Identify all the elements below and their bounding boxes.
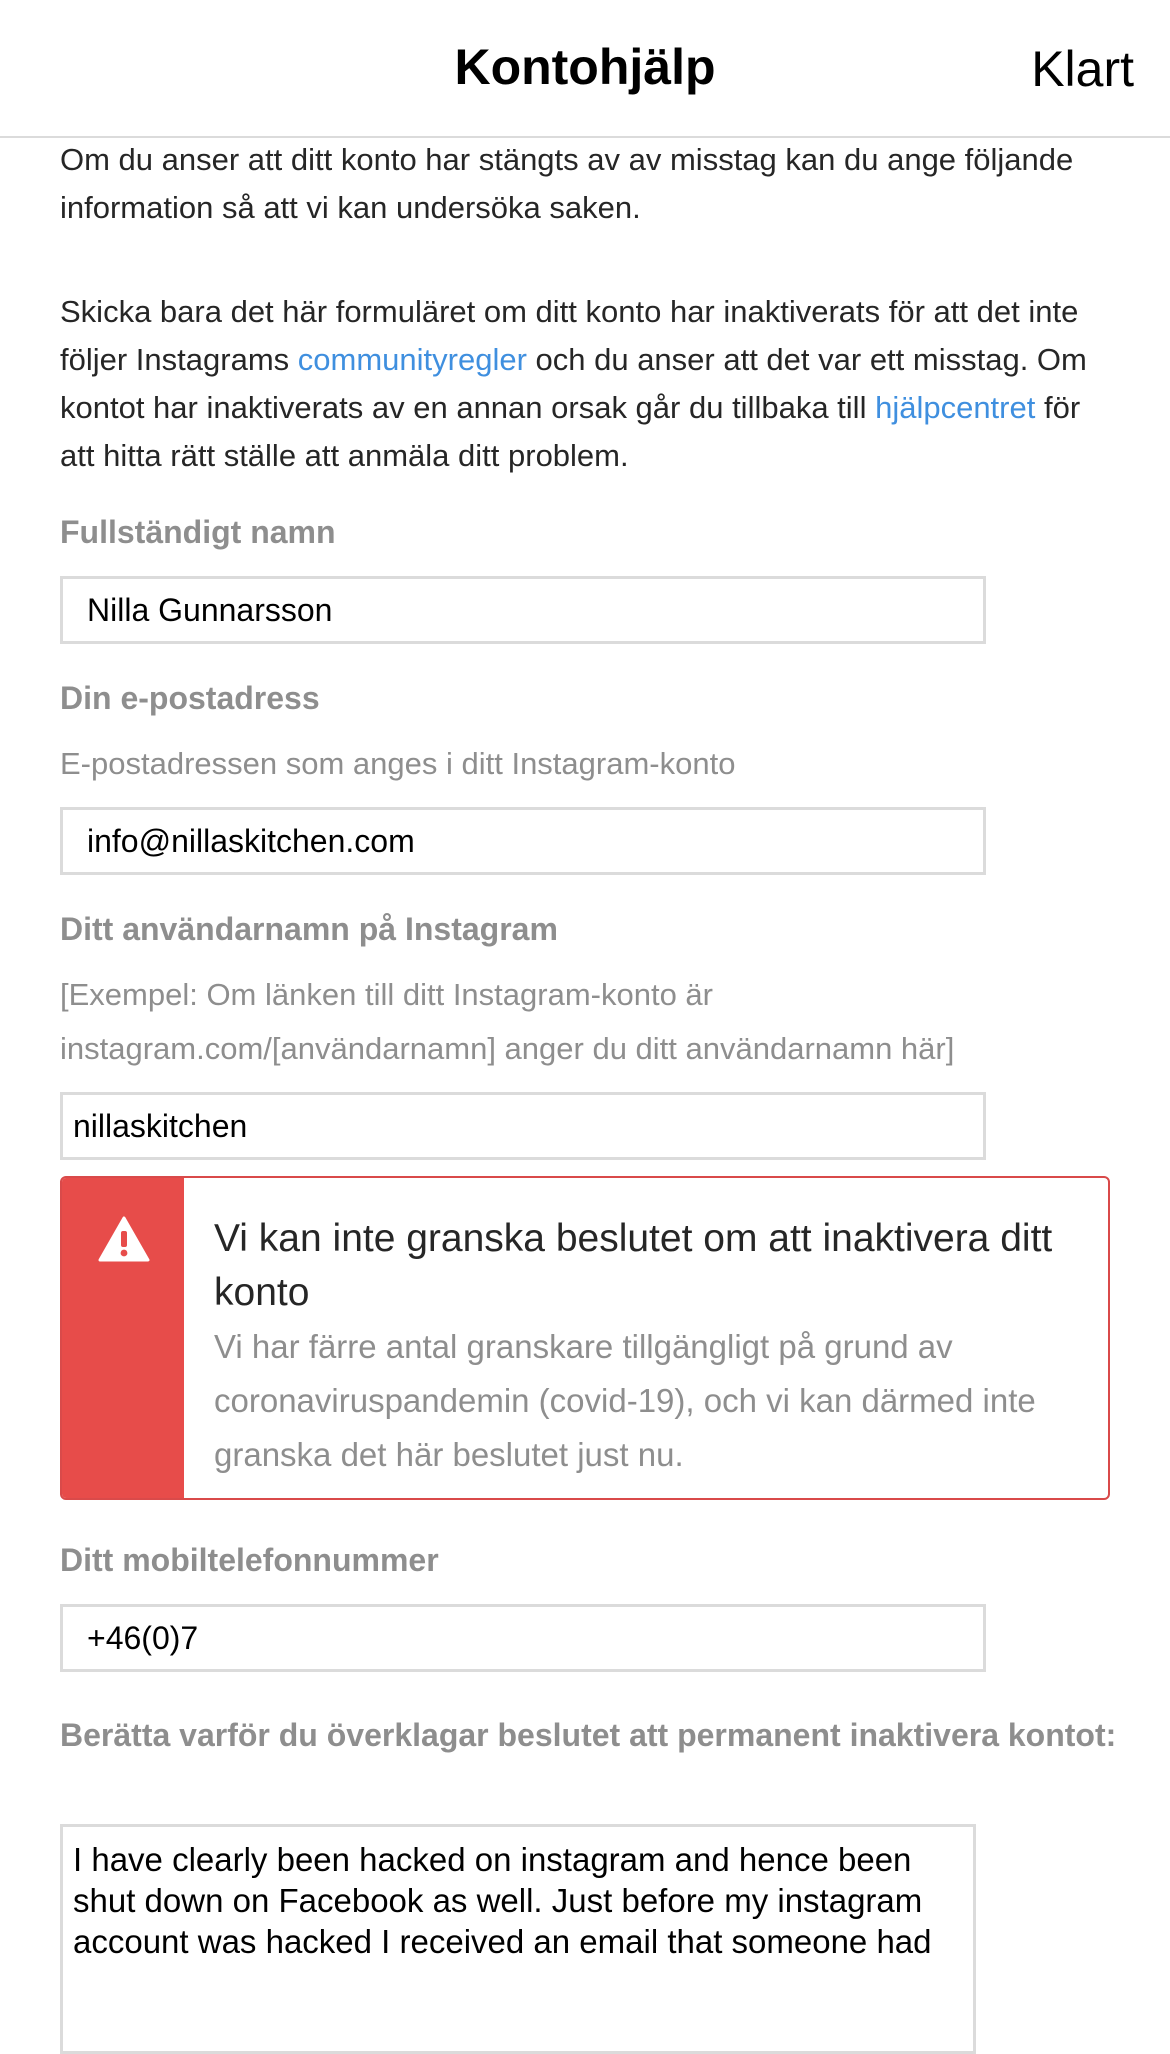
instructions-text-1: Skicka bara det här formuläret om ditt konto har inaktiverats för att det inte följer Instagrams	[60, 294, 1079, 377]
warning-icon	[98, 1216, 150, 1262]
community-guidelines-link[interactable]: communityregler	[297, 342, 527, 377]
email-label: Din e-postadress	[60, 680, 320, 716]
full-name-input[interactable]	[60, 576, 986, 644]
instructions-text-3: för att hitta rätt ställe att anmäla ditt problem.	[60, 390, 1081, 473]
alert-title: Vi kan inte granska beslutet om att inaktivera ditt konto	[214, 1217, 1053, 1314]
page-title: Kontohjälp	[454, 39, 716, 95]
username-input[interactable]	[60, 1092, 986, 1160]
full-name-label: Fullständigt namn	[60, 514, 336, 550]
reason-label: Berätta varför du överklagar beslutet att permanent inaktivera kontot:	[60, 1717, 1117, 1753]
nav-header	[0, 0, 1170, 138]
alert-text: Vi har färre antal granskare tillgängligt på grund av coronaviruspandemin (covid-19), och vi kan därmed inte granska det här beslutet just nu.	[214, 1328, 1036, 1473]
phone-label: Ditt mobiltelefonnummer	[60, 1542, 439, 1578]
review-unavailable-alert	[60, 1176, 1110, 1500]
username-label: Ditt användarnamn på Instagram	[60, 911, 558, 947]
email-hint: E-postadressen som anges i ditt Instagram-konto	[60, 746, 736, 781]
instructions-text-2: och du anser att det var ett misstag. Om kontot har inaktiverats av en annan orsak går du tillbaka till	[60, 342, 1087, 425]
email-input[interactable]	[60, 807, 986, 875]
intro-paragraph: Om du anser att ditt konto har stängts av av misstag kan du ange följande information så att vi kan undersöka saken.	[60, 142, 1074, 225]
done-button[interactable]: Klart	[1031, 41, 1134, 97]
instructions-paragraph	[60, 288, 1110, 480]
alert-band	[62, 1178, 184, 1498]
username-hint: [Exempel: Om länken till ditt Instagram-konto är instagram.com/[användarnamn] anger du ditt användarnamn här]	[60, 977, 955, 1066]
reason-textarea[interactable]	[60, 1824, 976, 2054]
phone-input[interactable]	[60, 1604, 986, 1672]
help-center-link[interactable]: hjälpcentret	[875, 390, 1036, 425]
